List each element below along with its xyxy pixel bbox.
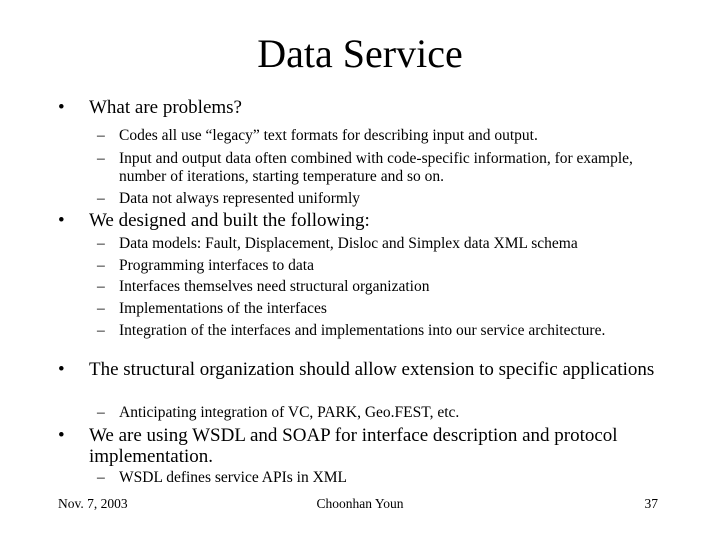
dash-marker: – xyxy=(97,404,105,421)
footer-page-number: 37 xyxy=(644,496,658,511)
sub-bullet-text: Integration of the interfaces and implementations into our service architecture. xyxy=(119,322,606,339)
dash-marker: – xyxy=(97,322,105,339)
dash-marker: – xyxy=(97,257,105,274)
bullet-item xyxy=(58,425,678,467)
dash-marker: – xyxy=(97,190,105,207)
bullet-marker: • xyxy=(58,425,65,446)
bullet-item xyxy=(58,210,678,231)
bullet-marker: • xyxy=(58,97,65,118)
sub-bullet-item xyxy=(97,278,657,296)
bullet-text: We designed and built the following: xyxy=(89,210,370,231)
sub-bullet-item xyxy=(97,469,657,487)
dash-marker: – xyxy=(97,278,105,295)
bullet-marker: • xyxy=(58,210,65,231)
bullet-text: What are problems? xyxy=(89,97,242,118)
dash-marker: – xyxy=(97,235,105,252)
sub-bullet-item xyxy=(97,300,657,318)
bullet-text: The structural organization should allow extension to specific applications xyxy=(89,359,655,380)
sub-bullet-text: Implementations of the interfaces xyxy=(119,300,327,317)
sub-bullet-text: Input and output data often combined with code-specific information, for example, number of iterations, starting temperature and so on. xyxy=(119,150,633,185)
sub-bullet-text: WSDL defines service APIs in XML xyxy=(119,469,348,486)
footer-date: Nov. 7, 2003 xyxy=(58,496,128,511)
footer-author: Choonhan Youn xyxy=(316,496,404,511)
sub-bullet-item xyxy=(97,404,657,422)
sub-bullet-item xyxy=(97,257,657,275)
bullet-marker: • xyxy=(58,359,65,380)
dash-marker: – xyxy=(97,469,105,486)
bullet-item xyxy=(58,359,678,380)
bullet-item xyxy=(58,97,678,118)
dash-marker: – xyxy=(97,150,105,167)
sub-bullet-item xyxy=(97,150,657,186)
sub-bullet-text: Data not always represented uniformly xyxy=(119,190,361,207)
sub-bullet-text: Interfaces themselves need structural organization xyxy=(119,278,430,295)
sub-bullet-text: Programming interfaces to data xyxy=(119,257,314,274)
dash-marker: – xyxy=(97,127,105,144)
sub-bullet-item xyxy=(97,322,657,340)
sub-bullet-item xyxy=(97,190,657,208)
slide-title: Data Service xyxy=(257,31,463,76)
bullet-text: We are using WSDL and SOAP for interface description and protocol implementation. xyxy=(89,425,618,467)
sub-bullet-text: Anticipating integration of VC, PARK, Geo.FEST, etc. xyxy=(119,404,460,421)
sub-bullet-text: Codes all use “legacy” text formats for describing input and output. xyxy=(119,127,538,144)
dash-marker: – xyxy=(97,300,105,317)
sub-bullet-item xyxy=(97,127,657,145)
sub-bullet-text: Data models: Fault, Displacement, Disloc and Simplex data XML schema xyxy=(119,235,578,252)
sub-bullet-item xyxy=(97,235,657,253)
